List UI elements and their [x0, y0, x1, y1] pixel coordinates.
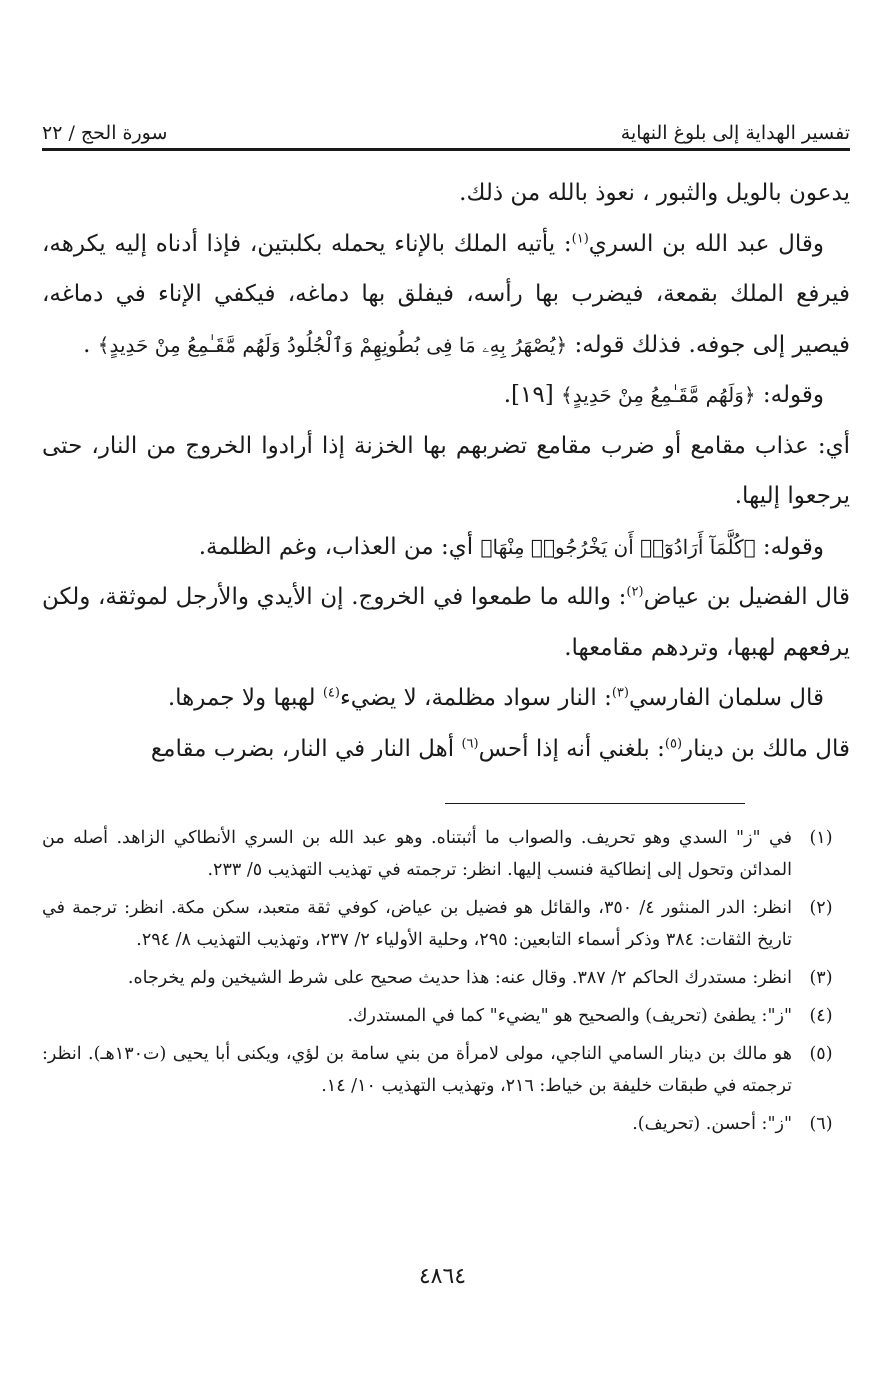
- text: قال سلمان الفارسي: [628, 685, 824, 711]
- text: [١٩].: [503, 382, 554, 408]
- footnote-rule: [445, 803, 745, 804]
- header-rule: [42, 148, 850, 151]
- paragraph: [42, 168, 850, 219]
- text: لهبها ولا جمرها.: [167, 685, 316, 711]
- footnote-number: (١): [809, 828, 833, 848]
- paragraph: [42, 572, 850, 673]
- footnote-text: هو مالك بن دينار السامي الناجي، مولى لامرأة من بني سامة بن لؤي، ويكنى أبا يحيى (ت١٣٠هـ). انظر: ترجمته في طبقات خليفة بن خياط: ٢١٦، وتهذيب التهذيب ١٠/ ١٤.: [42, 1044, 792, 1096]
- footnote: [42, 892, 850, 956]
- footnote: [42, 1108, 850, 1140]
- paragraph: [42, 219, 850, 371]
- footnote-ref: (٥): [664, 735, 683, 751]
- text: : النار سواد مظلمة، لا يضيء: [339, 685, 612, 711]
- book-title: تفسير الهداية إلى بلوغ النهاية: [620, 122, 850, 144]
- quran-verse: ﴿كُلَّمَآ أَرَادُوٓا۟ أَن يَخْرُجُوا۟ مِنْهَا﴾: [480, 534, 756, 559]
- running-header: [42, 108, 850, 144]
- footnote-ref: (٦): [461, 735, 479, 751]
- footnote-text: انظر: الدر المنثور ٤/ ٣٥٠، والقائل هو فضيل بن عياض، كوفي ثقة متعبد، سكن مكة. انظر: ترجمة في تاريخ الثقات: ٣٨٤ وذكر أسماء التابعين: ٢٩٥، وحلية الأولياء ٢/ ٢٣٧، وتهذيب التهذيب ٨/ ٢٩٤.: [42, 898, 792, 950]
- paragraph: [42, 673, 850, 724]
- footnote-ref: (٣): [611, 685, 629, 701]
- footnotes: [42, 822, 850, 1146]
- footnote-ref: (٤): [322, 685, 340, 701]
- text: : والله ما طمعوا في الخروج. إن الأيدي والأرجل لموثقة، ولكن يرفعهم لهبها، وتردهم مقامعها.: [42, 584, 850, 661]
- footnote-text: "ز": يطفئ (تحريف) والصحيح هو "يضيء" كما في المستدرك.: [347, 1006, 792, 1026]
- footnote-number: (٥): [809, 1044, 833, 1064]
- footnote: [42, 1038, 850, 1102]
- footnote-ref: (١): [571, 230, 589, 246]
- text: : بلغني أنه إذا أحس: [478, 735, 665, 762]
- text: قال الفضيل بن عياض: [643, 584, 850, 610]
- footnote-text: في "ز" السدي وهو تحريف. والصواب ما أثبتناه. وهو عبد الله بن السري الأنطاكي الزاهد. أصله من المدائن وتحول إلى إنطاكية فنسب إليها. انظر: ترجمته في تهذيب التهذيب ٥/ ٢٣٣.: [42, 828, 792, 880]
- text: أي: من العذاب، وغم الظلمة.: [198, 533, 474, 560]
- footnote-text: انظر: مستدرك الحاكم ٢/ ٣٨٧. وقال عنه: هذا حديث صحيح على شرط الشيخين ولم يخرجاه.: [127, 968, 792, 988]
- text: يدعون بالويل والثبور ، نعوذ بالله من ذلك.: [459, 180, 850, 206]
- quran-verse: ﴿يُصْهَرُ بِهِۦ مَا فِى بُطُونِهِمْ وَٱلْجُلُودُ وَلَهُم مَّقَـٰمِعُ مِنْ حَدِيدٍ﴾: [97, 332, 568, 357]
- paragraph: [42, 724, 850, 775]
- text: وقال عبد الله بن السري: [588, 230, 824, 257]
- text: .: [83, 331, 91, 358]
- footnote-text: "ز": أحسن. (تحريف).: [632, 1114, 792, 1134]
- text: وقوله:: [762, 382, 824, 408]
- footnote-number: (٤): [809, 1006, 833, 1026]
- text: قال مالك بن دينار: [682, 735, 850, 762]
- text: أي: عذاب مقامع أو ضرب مقامع تضربهم بها الخزنة إذا أرادوا الخروج من النار، حتى يرجعوا إليها.: [42, 432, 850, 509]
- footnote: [42, 822, 850, 886]
- footnote-number: (٣): [809, 968, 833, 988]
- text: وقوله:: [762, 533, 824, 560]
- page-number: ٤٨٦٤: [418, 1264, 467, 1289]
- paragraph: [42, 370, 850, 421]
- paragraph: [42, 522, 850, 573]
- footnote-number: (٢): [809, 898, 833, 918]
- footnote-number: (٦): [809, 1114, 833, 1134]
- quran-verse: ﴿وَلَهُم مَّقَـٰمِعُ مِنْ حَدِيدٍ﴾: [561, 383, 756, 407]
- footnote: [42, 1000, 850, 1032]
- text: أهل النار في النار، بضرب مقامع: [150, 735, 455, 762]
- footnote: [42, 962, 850, 994]
- paragraph: [42, 421, 850, 522]
- footnote-ref: (٢): [626, 584, 644, 600]
- surah-label: سورة الحج / ٢٢: [42, 122, 168, 144]
- text: : يأتيه الملك بالإناء يحمله بكلبتين، فإذا أدناه إليه يكرهه، فيرفع الملك بقمعة، فيضرب بها رأسه، فيفلق بها دماغه، فيكفي الإناء في دماغه، فيصير إلى جوفه. فذلك قوله:: [42, 230, 850, 358]
- main-text: [42, 168, 850, 774]
